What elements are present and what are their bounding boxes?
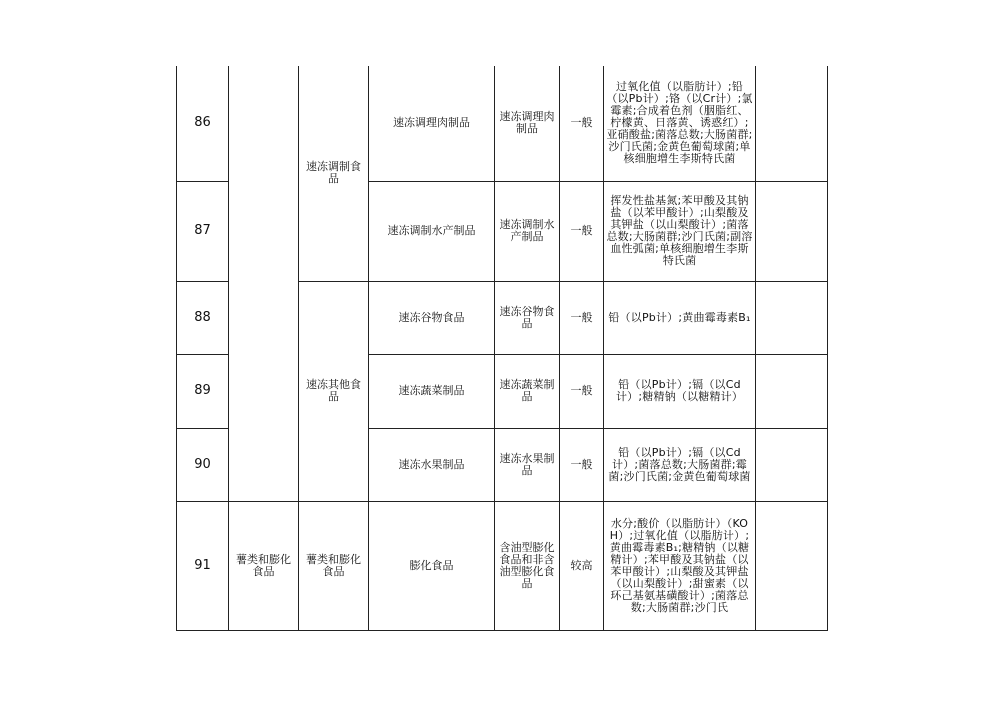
risk-level-cell: 较高 [560,501,604,630]
row-number: 88 [177,281,229,354]
row-number: 89 [177,354,229,428]
remarks-cell [756,281,828,354]
inspection-items-cell: 挥发性盐基氮;苯甲酸及其钠盐（以苯甲酸计）;山梨酸及其钾盐（以山梨酸计）;菌落总数;大肠菌群;沙门氏菌;副溶血性弧菌;单核细胞增生李斯特氏菌 [604,181,756,281]
inspection-items-cell: 过氧化值（以脂肪计）;铅（以Pb计）;铬（以Cr计）;氯霉素;合成着色剂（胭脂红、柠檬黄、日落黄、诱惑红）;亚硝酸盐;菌落总数;大肠菌群;沙门氏菌;金黄色葡萄球菌;单核细胞增生李斯特氏菌 [604,66,756,181]
food-product-cell: 膨化食品 [369,501,495,630]
food-variety-cell: 速冻水果制品 [495,428,560,501]
risk-level-cell: 一般 [560,66,604,181]
food-variety-cell: 速冻谷物食品 [495,281,560,354]
risk-level-cell: 一般 [560,354,604,428]
row-number: 86 [177,66,229,181]
row-number: 87 [177,181,229,281]
remarks-cell [756,354,828,428]
inspection-items-cell: 铅（以Pb计）;镉（以Cd计）;糖精钠（以糖精计） [604,354,756,428]
table-row [177,501,828,630]
food-variety-cell: 速冻调理肉制品 [495,66,560,181]
remarks-cell [756,501,828,630]
food-subcategory-cell: 速冻调制食品 [299,66,369,281]
row-number: 91 [177,501,229,630]
inspection-items-cell: 水分;酸价（以脂肪计）（KOH）;过氧化值（以脂肪计）;黄曲霉毒素B₁;糖精钠（以糖精计）;苯甲酸及其钠盐（以苯甲酸计）;山梨酸及其钾盐（以山梨酸计）;甜蜜素（以环己基氨基磺酸计）;菌落总数;大肠菌群;沙门氏 [604,501,756,630]
food-product-cell: 速冻调制水产制品 [369,181,495,281]
inspection-items-cell: 铅（以Pb计）;黄曲霉毒素B₁ [604,281,756,354]
food-product-cell: 速冻谷物食品 [369,281,495,354]
food-subcategory-cell: 速冻其他食品 [299,281,369,501]
food-product-cell: 速冻蔬菜制品 [369,354,495,428]
food-variety-cell: 含油型膨化食品和非含油型膨化食品 [495,501,560,630]
remarks-cell [756,428,828,501]
table-row [177,66,828,181]
inspection-items-table [176,66,828,631]
remarks-cell [756,181,828,281]
risk-level-cell: 一般 [560,181,604,281]
row-number: 90 [177,428,229,501]
risk-level-cell: 一般 [560,281,604,354]
food-category-cell [229,66,299,501]
food-variety-cell: 速冻蔬菜制品 [495,354,560,428]
food-subcategory-cell: 薯类和膨化食品 [299,501,369,630]
remarks-cell [756,66,828,181]
food-variety-cell: 速冻调制水产制品 [495,181,560,281]
food-product-cell: 速冻水果制品 [369,428,495,501]
inspection-items-cell: 铅（以Pb计）;镉（以Cd计）;菌落总数;大肠菌群;霉菌;沙门氏菌;金黄色葡萄球菌 [604,428,756,501]
food-product-cell: 速冻调理肉制品 [369,66,495,181]
risk-level-cell: 一般 [560,428,604,501]
food-category-cell: 薯类和膨化食品 [229,501,299,630]
